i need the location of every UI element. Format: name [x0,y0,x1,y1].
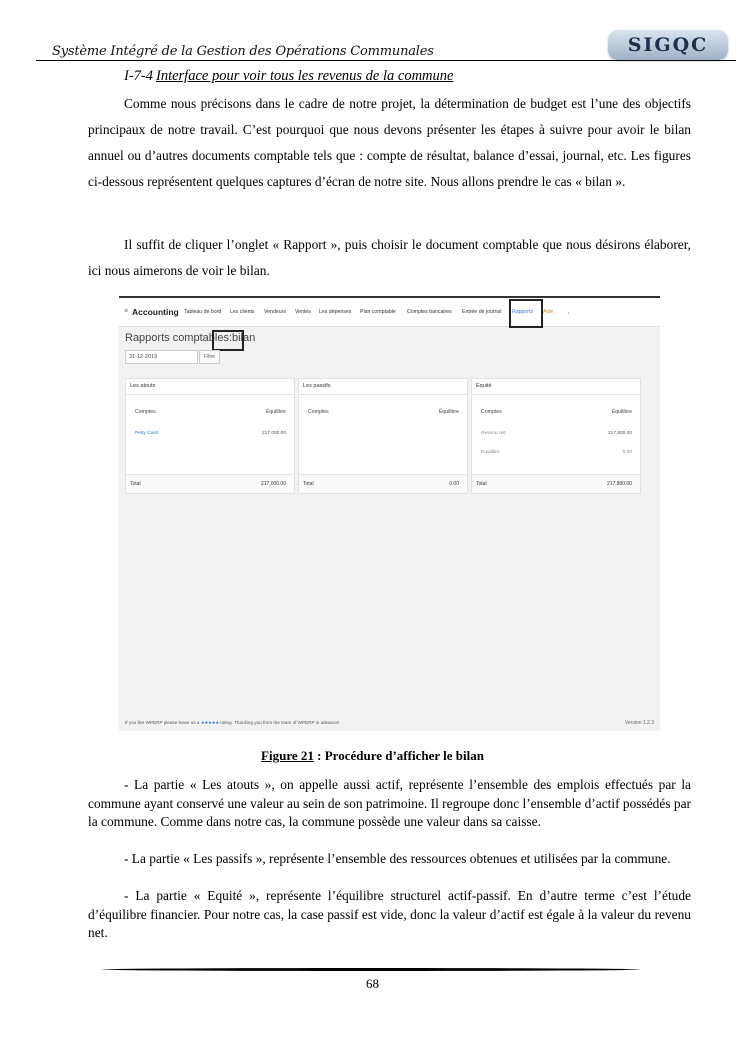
panel-total-row [472,474,640,493]
account-link[interactable]: Petty Cash [135,431,159,436]
rating-stars-icon[interactable]: ★★★★★ [200,720,219,725]
nav-les-clients[interactable]: Les clients [230,309,255,315]
total-label: Total [130,481,141,487]
app-version: Version 1.2.3 [624,720,654,726]
figure-text: : Procédure d’afficher le bilan [313,748,484,763]
col-equilibre: Équilibre [265,409,286,415]
app-brand[interactable]: Accounting [132,307,179,317]
nav-aide[interactable]: Aide [543,309,554,315]
bullet-equite: - La partie « Equité », représente l’équilibre structurel actif-passif. En d’autre terme c’est l’étude d’équilibre financier. Pour notre cas, la case passif est vide, donc la valeur d’actif est égale à la valeur du revenu net. [88,888,691,940]
logo-text: SIGQC [627,34,709,56]
account-value: 217,000.00 [261,431,286,436]
total-value: 0.00 [449,481,459,487]
panel-title: Les atouts [126,379,294,395]
nav-les-depenses[interactable]: Les dépenses [319,309,352,315]
bilan-highlight-box [212,330,244,351]
bullet-passifs: - La partie « Les passifs », représente l’ensemble des ressources obtenues et utilisées par la commune. [124,851,671,866]
col-comptes: Comptes [135,409,156,415]
bullet-atouts: - La partie « Les atouts », on appelle aussi actif, représente l’ensemble des emplois effectués par la commune ayant conservé une valeur au sein de son patrimoine. Il regroupe donc l’ensemble d’actif possédés par la commune. Comme dans notre cas, la commune possède une valeur dans sa caisse. [88,777,691,829]
total-value: 217,800.00 [606,481,632,487]
figure-caption [0,748,745,764]
app-navbar [119,298,660,327]
report-title: Rapports comptables:bilan [125,332,256,344]
footer-rule [102,968,640,971]
panel-total-row [126,474,294,493]
total-value: 217,000.00 [260,481,286,487]
page-number: 68 [366,976,379,991]
section-title: Interface pour voir tous les revenus de la commune [156,68,454,84]
nav-vendeurs[interactable]: Vendeurs [264,309,286,315]
nav-comptes-bancaires[interactable]: Comptes bancaires [407,309,452,315]
section-heading [124,68,453,85]
sigqc-logo [608,30,728,60]
date-input[interactable]: 31-12-2019 [125,350,198,364]
menu-icon[interactable]: ≡ [124,308,129,315]
nav-plan-comptable[interactable]: Plan comptable [360,309,396,315]
figure-label: Figure 21 [261,748,314,763]
panel-total-row [299,474,467,493]
account-value: 0.00 [622,450,632,455]
accounting-screenshot [119,296,660,731]
paragraph-2: Il suffit de cliquer l’onglet « Rapport », puis choisir le document comptable que nous désirons élaborer, ici nous aimerons de voir le bilan. [88,237,691,278]
col-equilibre: Équilibre [611,409,632,415]
col-comptes: Comptes [308,409,329,415]
panel-les-atouts [125,378,295,494]
nav-tableau-de-bord[interactable]: Tableau de bord [184,309,222,315]
nav-extra: , [568,309,570,315]
report-name: bilan [232,332,256,344]
col-equilibre: Équilibre [438,409,459,415]
account-name: Revenu net [481,431,506,436]
rapports-highlight-box [509,299,543,328]
nav-entree-de-journal[interactable]: Entrée de journal [462,309,502,315]
filter-button[interactable]: Filtre [199,350,220,364]
panel-title: Équité [472,379,640,395]
panel-title: Les passifs [299,379,467,395]
account-name: Équilibre [481,450,500,455]
header-rule [36,60,736,61]
running-header-title: Système Intégré de la Gestion des Opérations Communales [52,44,434,59]
paragraph-1: Comme nous précisons dans le cadre de notre projet, la détermination de budget est l’une des objectifs principaux de notre travail. C’est pourquoi que nous devons présenter les étapes à suivre pour avoir le bilan annuel ou d’autres documents comptable tels que : compte de résultat, balance d’essai, journal, etc. Les figures ci-dessous représentent quelques captures d’écran de notre site. Nous allons prendre le cas « bilan ». [88,96,691,189]
total-label: Total [476,481,487,487]
panel-equite [471,378,641,494]
nav-ventes[interactable]: Ventes [295,309,311,315]
col-comptes: Comptes [481,409,502,415]
account-value: 217,800.00 [607,431,632,436]
app-footer-message: If you like WPERP please leave us a ★★★★★ rating. Thanking you from the team of WPERP in advance! [125,720,340,725]
total-label: Total [303,481,314,487]
panel-les-passifs [298,378,468,494]
section-number: I-7-4 [124,68,153,84]
nav-rapports[interactable]: Rapports [512,309,534,315]
